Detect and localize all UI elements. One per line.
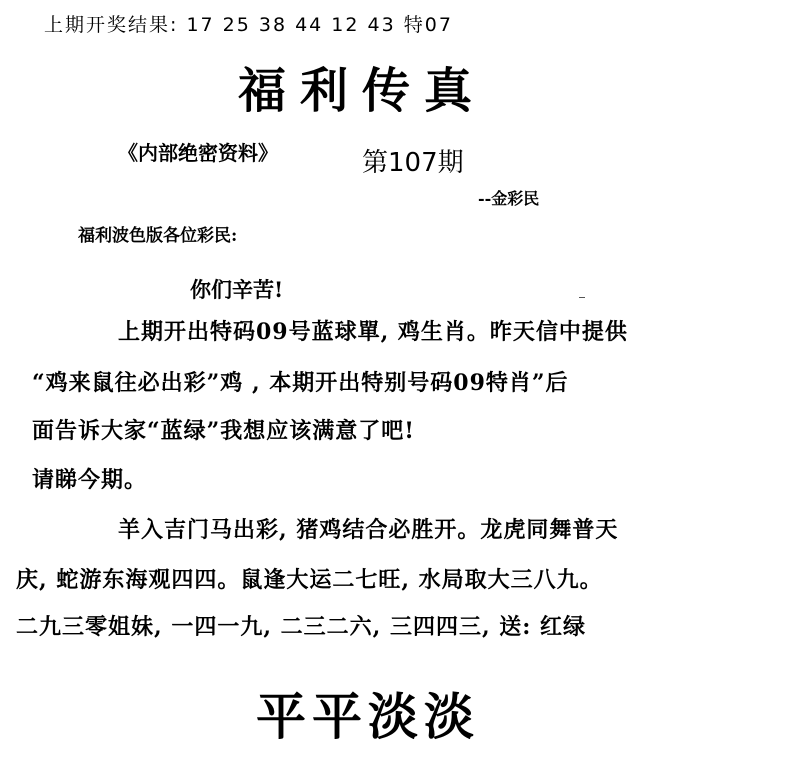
paragraph2-line: 庆, 蛇游东海观四四。鼠逢大运二七旺, 水局取大三八九。 bbox=[16, 567, 603, 593]
letter-thanks: 你们辛苦! bbox=[190, 277, 284, 302]
subtitle: 《内部绝密资料》 bbox=[118, 141, 278, 165]
letter-greeting: 福利波色版各位彩民: bbox=[78, 226, 238, 246]
signature: --金彩民 bbox=[478, 189, 540, 208]
page-title: 福利传真 bbox=[238, 63, 487, 119]
paragraph1-line: 面告诉大家“蓝绿”我想应该满意了吧! bbox=[32, 418, 415, 444]
stray-mark bbox=[579, 297, 585, 298]
paragraph1-line: 上期开出特码09号蓝球單, 鸡生肖。昨天信中提供 bbox=[118, 319, 628, 345]
paragraph2-line: 羊入吉门马出彩, 猪鸡结合必胜开。龙虎同舞普天 bbox=[118, 517, 619, 543]
paragraph1-line: “鸡来鼠往必出彩”鸡 , 本期开出特别号码09特肖”后 bbox=[32, 370, 569, 396]
issue-number: 第107期 bbox=[362, 148, 464, 178]
paragraph1-line: 请睇今期。 bbox=[32, 467, 148, 493]
paragraph2-line: 二九三零姐妹, 一四一九, 二三二六, 三四四三, 送: 红绿 bbox=[16, 614, 587, 640]
closing-phrase: 平平淡淡 bbox=[256, 687, 480, 746]
last-draw-result: 上期开奖结果: 17 25 38 44 12 43 特07 bbox=[44, 14, 453, 36]
